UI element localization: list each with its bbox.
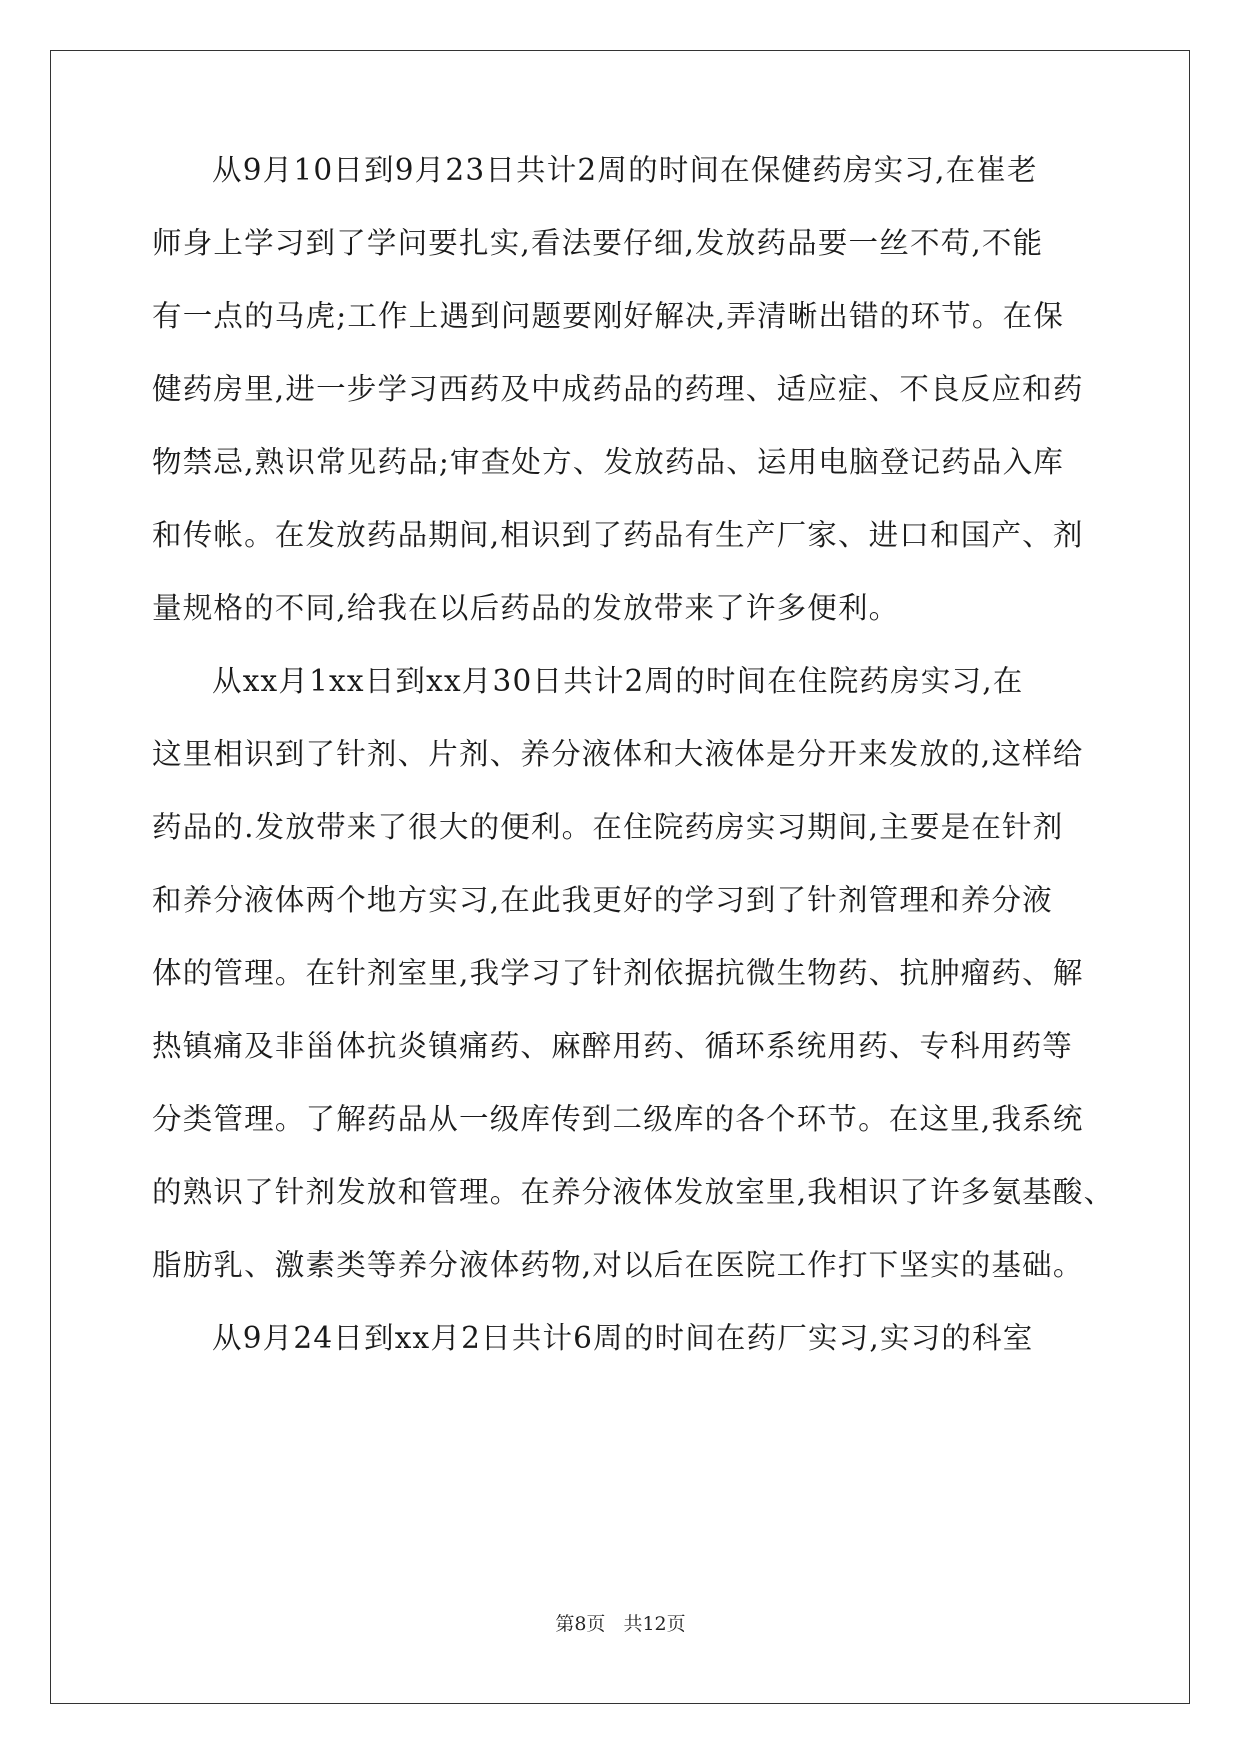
paragraph-2-line-9: 脂肪乳、激素类等养分液体药物,对以后在医院工作打下坚实的基础。 bbox=[152, 1248, 1084, 1282]
paragraph-3-line-1: 从9月24日到xx月2日共计6周的时间在药厂实习,实习的科室 bbox=[212, 1321, 1034, 1355]
page-number: 第8页 bbox=[555, 1613, 606, 1635]
paragraph-1-line-2: 师身上学习到了学问要扎实,看法要仔细,发放药品要一丝不苟,不能 bbox=[152, 226, 1044, 260]
paragraph-2-line-4: 和养分液体两个地方实习,在此我更好的学习到了针剂管理和养分液 bbox=[152, 883, 1053, 917]
paragraph-2-line-5: 体的管理。在针剂室里,我学习了针剂依据抗微生物药、抗肿瘤药、解 bbox=[152, 956, 1084, 990]
page-footer bbox=[0, 1612, 1241, 1636]
paragraph-2-line-8: 的熟识了针剂发放和管理。在养分液体发放室里,我相识了许多氨基酸、 bbox=[152, 1175, 1115, 1209]
paragraph-1-line-6: 和传帐。在发放药品期间,相识到了药品有生产厂家、进口和国产、剂 bbox=[152, 518, 1084, 552]
paragraph-1-line-4: 健药房里,进一步学习西药及中成药品的药理、适应症、不良反应和药 bbox=[152, 372, 1084, 406]
paragraph-2-line-2: 这里相识到了针剂、片剂、养分液体和大液体是分开来发放的,这样给 bbox=[152, 737, 1084, 771]
paragraph-2-line-3: 药品的.发放带来了很大的便利。在住院药房实习期间,主要是在针剂 bbox=[152, 810, 1064, 844]
paragraph-1-line-3: 有一点的马虎;工作上遇到问题要刚好解决,弄清晰出错的环节。在保 bbox=[152, 299, 1065, 333]
paragraph-2-line-6: 热镇痛及非甾体抗炎镇痛药、麻醉用药、循环系统用药、专科用药等 bbox=[152, 1029, 1074, 1063]
page-total: 共12页 bbox=[623, 1613, 686, 1635]
paragraph-2-line-7: 分类管理。了解药品从一级库传到二级库的各个环节。在这里,我系统 bbox=[152, 1102, 1084, 1136]
paragraph-2-line-1: 从xx月1xx日到xx月30日共计2周的时间在住院药房实习,在 bbox=[212, 664, 1024, 698]
paragraph-1-line-5: 物禁忌,熟识常见药品;审查处方、发放药品、运用电脑登记药品入库 bbox=[152, 445, 1065, 479]
paragraph-1-line-7: 量规格的不同,给我在以后药品的发放带来了许多便利。 bbox=[152, 591, 900, 625]
paragraph-1-line-1: 从9月10日到9月23日共计2周的时间在保健药房实习,在崔老 bbox=[212, 153, 1038, 187]
